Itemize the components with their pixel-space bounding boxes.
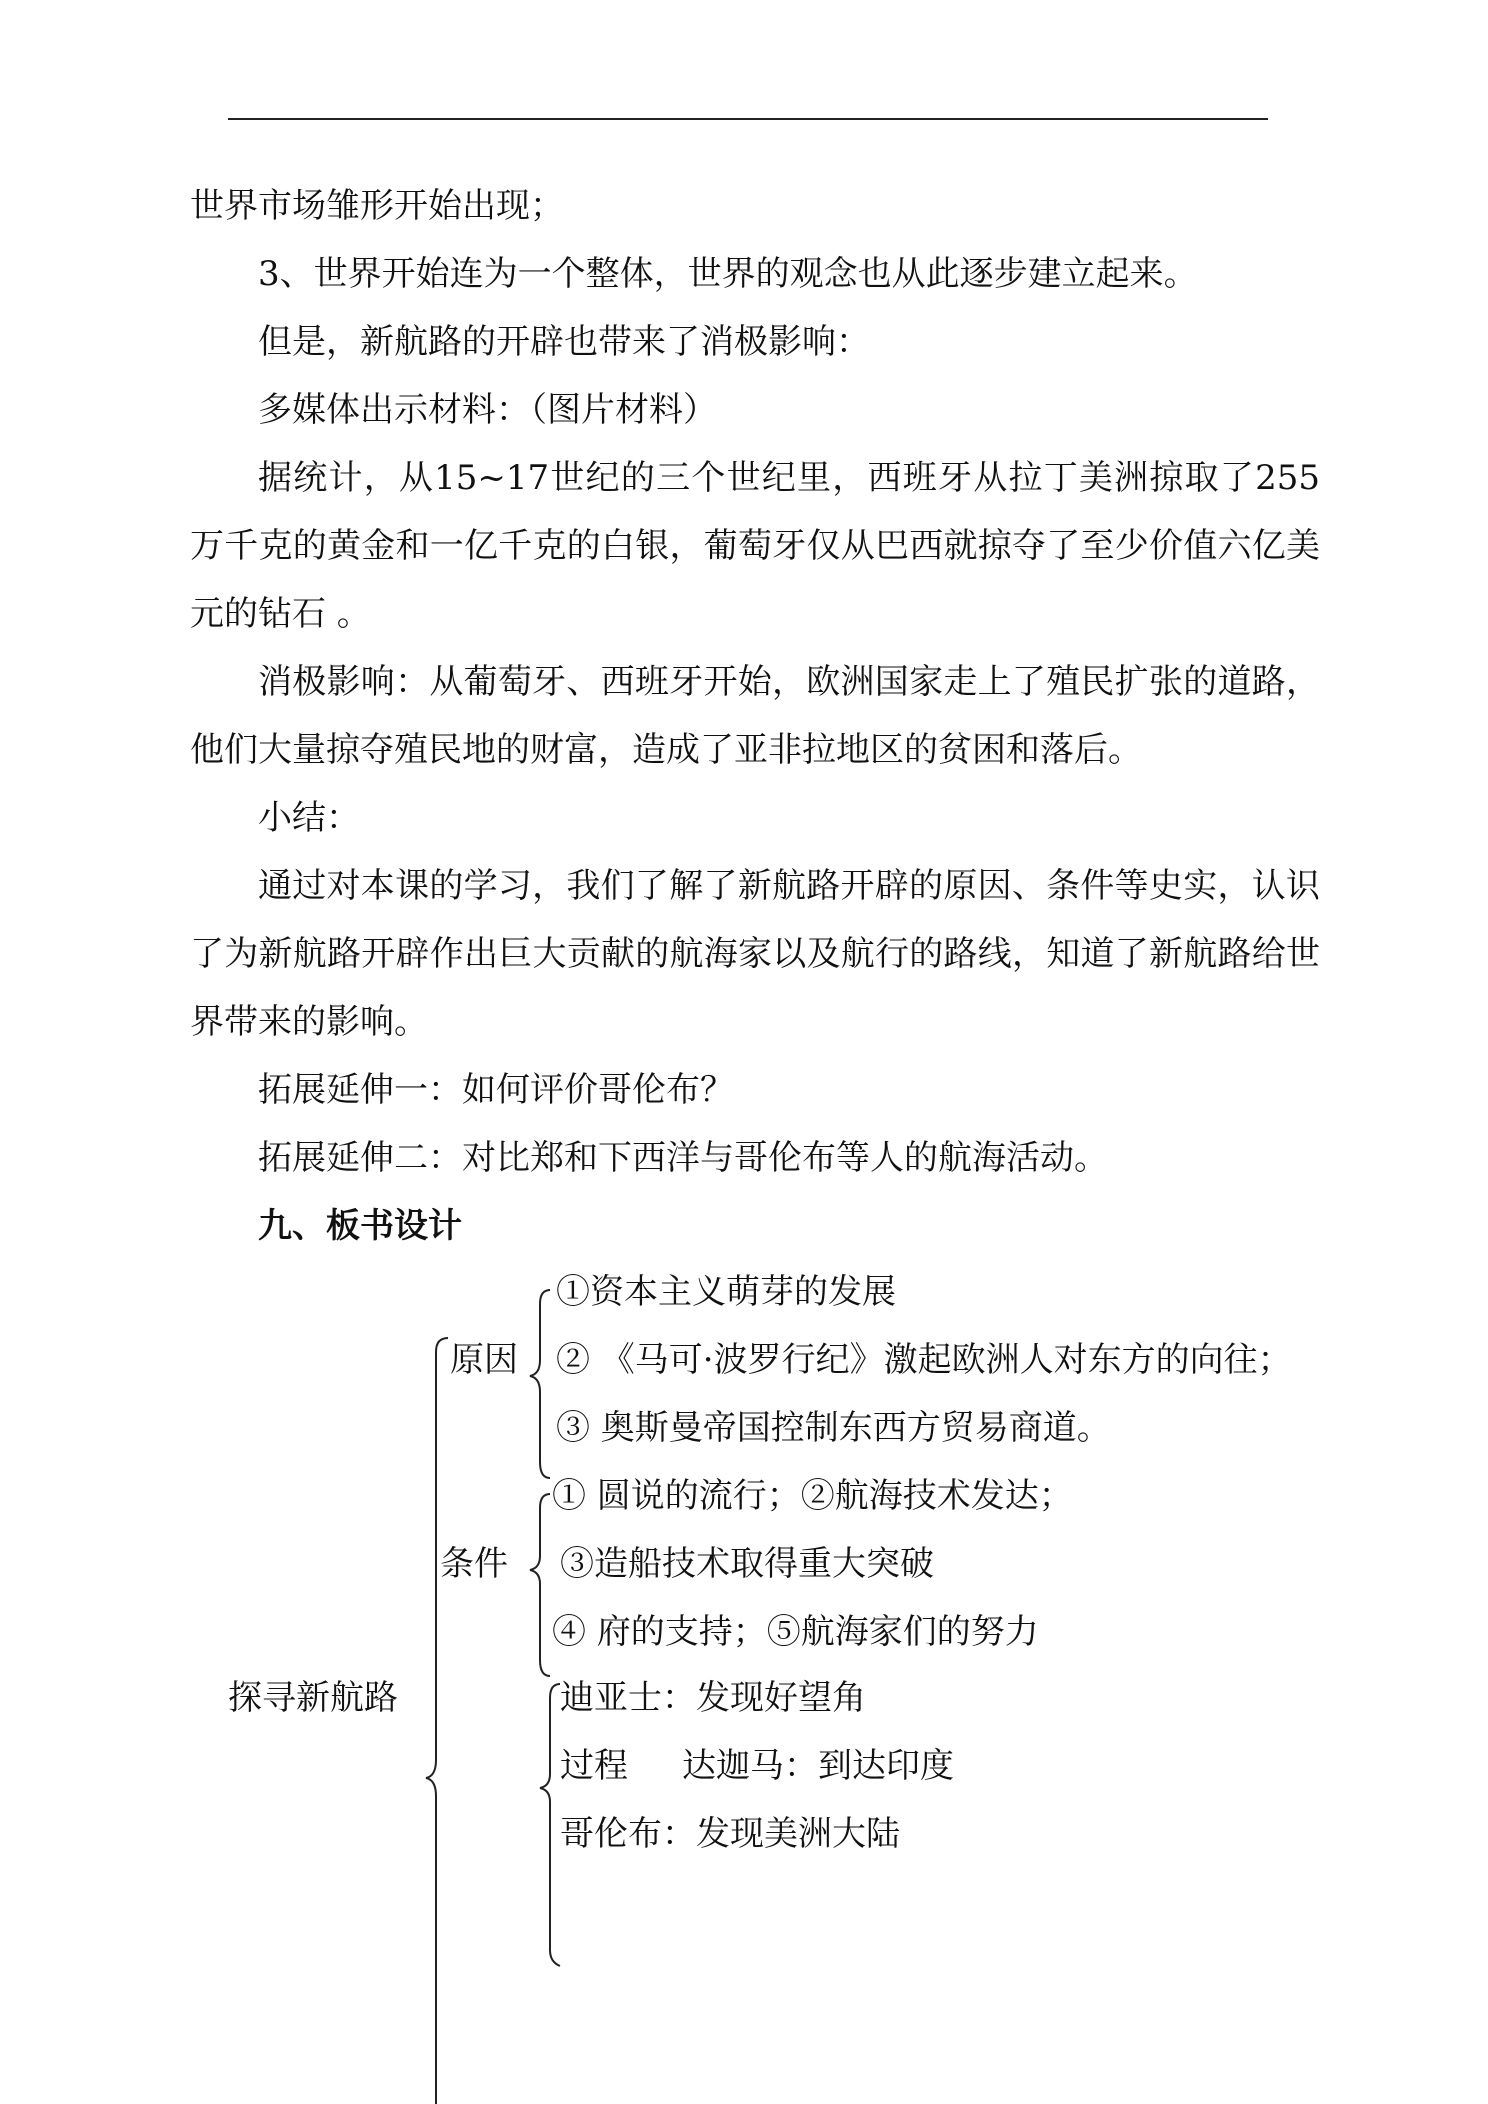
cause-item: ③ 奥斯曼帝国控制东西方贸易商道。 — [556, 1408, 1111, 1448]
process-label: 过程 — [560, 1746, 628, 1786]
paragraph-statistics: 据统计，从15~17世纪的三个世纪里，西班牙从拉丁美洲掠取了255万千克的黄金和一亿千克的白银，葡萄牙仅从巴西就掠夺了至少价值六亿美元的钻石 。 — [190, 458, 1320, 634]
paragraph-extension-2: 拓展延伸二：对比郑和下西洋与哥伦布等人的航海活动。 — [258, 1138, 1108, 1178]
paragraph-summary: 通过对本课的学习，我们了解了新航路开辟的原因、条件等史实，认识了为新航路开辟作出巨大贡献的航海家以及航行的路线，知道了新航路给世界带来的影响。 — [190, 866, 1320, 1042]
paragraph-1: 世界市场雏形开始出现； — [190, 186, 564, 226]
cause-item: ② 《马可·波罗行纪》激起欧洲人对东方的向往； — [556, 1340, 1292, 1380]
board-root: 探寻新航路 — [228, 1678, 398, 1718]
main-brace — [426, 1338, 448, 2104]
process-item: 迪亚士：发现好望角 — [560, 1678, 866, 1718]
condition-item: ① 圆说的流行；②航海技术发达； — [552, 1476, 1073, 1516]
process-item: 达迦马：到达印度 — [682, 1746, 954, 1786]
paragraph-2: 3、世界开始连为一个整体，世界的观念也从此逐步建立起来。 — [258, 254, 1198, 294]
paragraph-negative-impact: 消极影响：从葡萄牙、西班牙开始，欧洲国家走上了殖民扩张的道路，他们大量掠夺殖民地的财富，造成了亚非拉地区的贫困和落后。 — [190, 662, 1320, 770]
process-item: 哥伦布：发现美洲大陆 — [560, 1814, 900, 1854]
paragraph-summary-label: 小结： — [258, 798, 360, 838]
causes-brace — [530, 1290, 550, 1478]
process-brace — [540, 1684, 560, 1966]
condition-item: ④ 府的支持；⑤航海家们的努力 — [552, 1612, 1039, 1652]
paragraph-4: 多媒体出示材料：（图片材料） — [258, 390, 717, 430]
paragraph-3: 但是，新航路的开辟也带来了消极影响： — [258, 322, 870, 362]
paragraph-extension-1: 拓展延伸一：如何评价哥伦布？ — [258, 1070, 734, 1110]
condition-item: ③造船技术取得重大突破 — [560, 1544, 934, 1584]
conditions-brace — [530, 1494, 550, 1676]
cause-item: ①资本主义萌芽的发展 — [556, 1272, 896, 1312]
section-heading: 九、板书设计 — [258, 1206, 462, 1246]
causes-label: 原因 — [450, 1340, 518, 1380]
conditions-label: 条件 — [440, 1544, 508, 1584]
